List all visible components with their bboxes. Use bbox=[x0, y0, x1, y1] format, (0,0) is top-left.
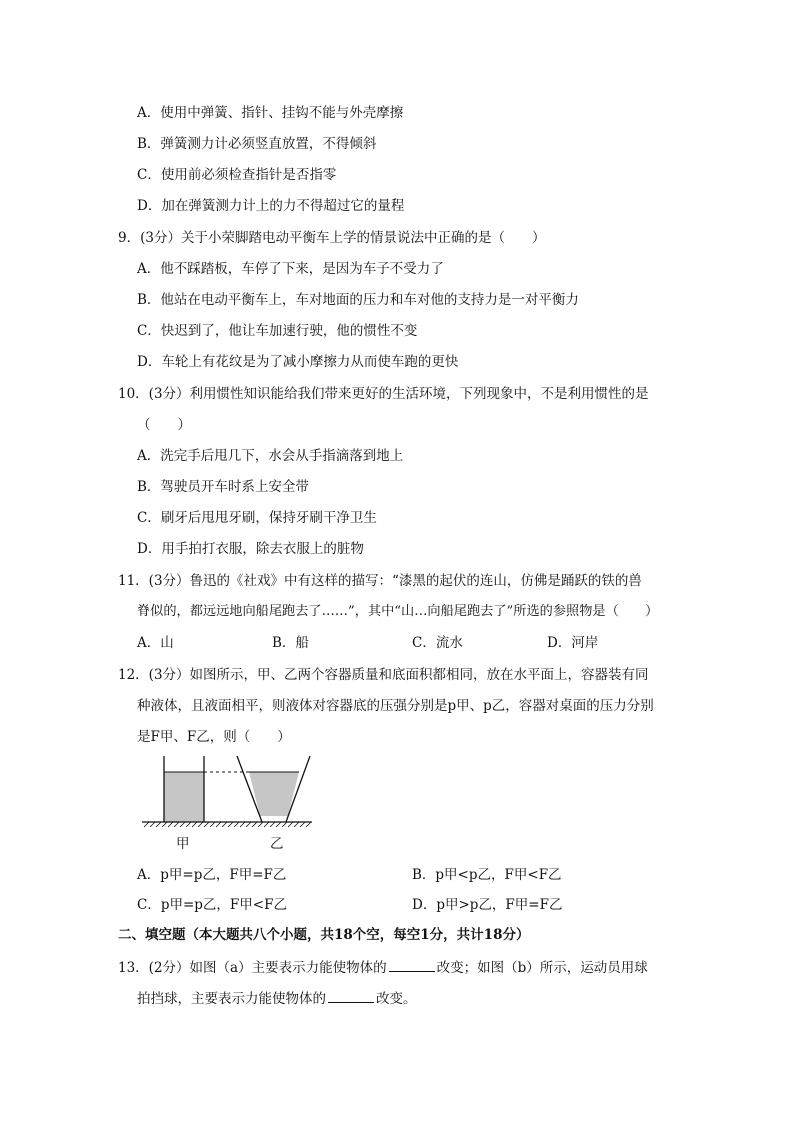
q13-blank-1 bbox=[389, 958, 435, 972]
q12-stem-line3: 是F甲、F乙，则（ ） bbox=[137, 729, 291, 745]
q9-stem: 9．(3分）关于小荣脚踏电动平衡车上学的情景说法中正确的是（ ） bbox=[118, 230, 546, 246]
q10-option-d: D．用手拍打衣服，除去衣服上的脏物 bbox=[137, 541, 364, 557]
q12-option-d: D．p甲>p乙，F甲=F乙 bbox=[412, 897, 563, 913]
q10-stem-line1: 10．(3分）利用惯性知识能给我们带来更好的生活环境，下列现象中，不是利用惯性的是 bbox=[118, 386, 649, 402]
ground-hatching bbox=[144, 822, 311, 827]
q9-option-c: C．快迟到了，他让车加速行驶，他的惯性不变 bbox=[137, 323, 418, 339]
q11-stem-line1: 11．(3分）鲁迅的《社戏》中有这样的描写：“漆黑的起伏的连山，仿佛是踊跃的铁的兽 bbox=[118, 573, 642, 589]
q13-line1-part-b: 改变；如图（b）所示，运动员用球 bbox=[436, 960, 648, 976]
q8-option-c: C．使用前必须检查指针是否指零 bbox=[137, 167, 337, 183]
q12-option-a: A．p甲=p乙，F甲=F乙 bbox=[137, 867, 287, 883]
q12-stem-line1: 12．(3分）如图所示，甲、乙两个容器质量和底面积都相同，放在水平面上，容器装有同 bbox=[118, 667, 649, 683]
q13-line1-part-a: 13．(2分）如图（a）主要表示力能使物体的 bbox=[118, 960, 387, 976]
q12-option-c: C．p甲=p乙，F甲<F乙 bbox=[137, 897, 287, 913]
q8-option-b: B．弹簧测力计必须竖直放置，不得倾斜 bbox=[137, 136, 377, 152]
q13-line2-part-a: 拍挡球，主要表示力能使物体的 bbox=[137, 991, 326, 1007]
q10-option-b: B．驾驶员开车时系上安全带 bbox=[137, 479, 309, 495]
q13-stem-line1 bbox=[118, 958, 648, 977]
q8-option-d: D．加在弹簧测力计上的力不得超过它的量程 bbox=[137, 198, 405, 214]
q12-option-b: B．p甲<p乙，F甲<F乙 bbox=[412, 867, 562, 883]
label-jia: 甲 bbox=[176, 836, 190, 852]
q9-option-b: B．他站在电动平衡车上，车对地面的压力和车对他的支持力是一对平衡力 bbox=[137, 292, 579, 308]
q13-blank-2 bbox=[328, 989, 374, 1003]
section-heading-fill-in: 二、填空题（本大题共八个小题，共18个空，每空1分，共计18分） bbox=[118, 927, 530, 943]
q11-option-c: C．流水 bbox=[412, 635, 463, 651]
q10-stem-line2: （ ） bbox=[137, 417, 191, 433]
q13-line2-part-b: 改变。 bbox=[376, 991, 417, 1007]
q11-option-b: B．船 bbox=[272, 635, 309, 651]
q10-option-c: C．刷牙后甩甩牙刷，保持牙刷干净卫生 bbox=[137, 510, 377, 526]
q11-option-a: A．山 bbox=[137, 635, 174, 651]
q9-option-a: A．他不踩踏板，车停了下来，是因为车子不受力了 bbox=[137, 261, 444, 277]
q11-stem-line2: 脊似的，都远远地向船尾跑去了……”，其中“山…向船尾跑去了”所选的参照物是（ ） bbox=[137, 604, 659, 619]
q9-option-d: D．车轮上有花纹是为了减小摩擦力从而使车跑的更快 bbox=[137, 354, 459, 370]
q10-option-a: A．洗完手后甩几下，水会从手指滴落到地上 bbox=[137, 448, 404, 464]
q13-stem-line2 bbox=[137, 989, 417, 1008]
yi-liquid bbox=[249, 772, 299, 816]
q11-option-d: D．河岸 bbox=[547, 635, 599, 651]
containers-figure bbox=[140, 752, 320, 862]
label-yi: 乙 bbox=[270, 836, 284, 852]
q8-option-a: A．使用中弹簧、指针、挂钩不能与外壳摩擦 bbox=[137, 105, 404, 121]
containers-diagram bbox=[140, 752, 320, 862]
q12-stem-line2: 种液体，且液面相平，则液体对容器底的压强分别是p甲、p乙，容器对桌面的压力分别 bbox=[137, 698, 654, 714]
jia-liquid bbox=[164, 772, 204, 822]
